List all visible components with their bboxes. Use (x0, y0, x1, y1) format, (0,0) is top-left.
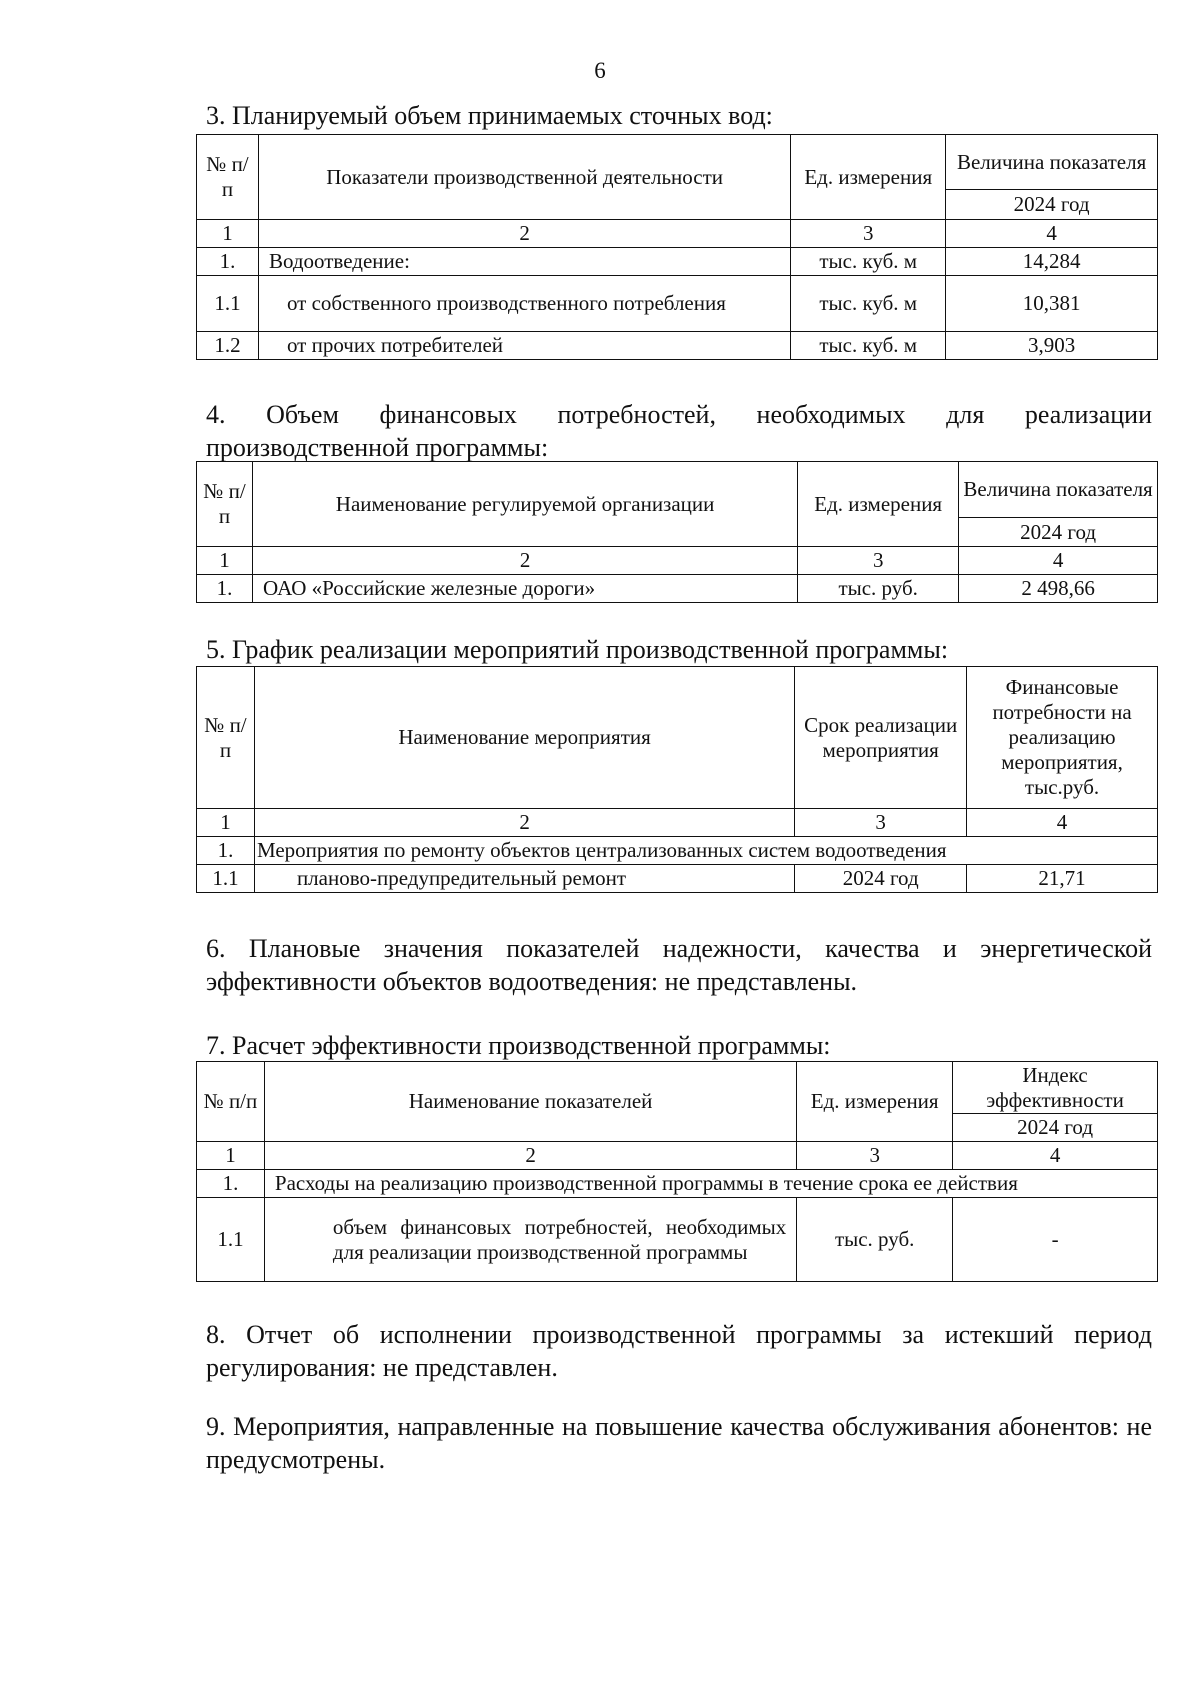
index-cell: 1 (197, 547, 253, 575)
col-header-indicator: Показатели производственной деятельности (258, 135, 790, 220)
col-header-index: Индекс эффективности (953, 1062, 1158, 1114)
col-header-value: Величина показателя (959, 462, 1158, 518)
index-cell: 1 (197, 1142, 265, 1170)
index-cell: 2 (252, 547, 797, 575)
index-cell: 2 (264, 1142, 796, 1170)
row-unit: тыс. руб. (798, 575, 959, 603)
financial-needs-table (196, 461, 1158, 603)
row-number: 1. (197, 1170, 265, 1198)
index-cell: 4 (967, 809, 1158, 837)
row-unit: тыс. куб. м (791, 332, 946, 360)
section-7-heading: 7. Расчет эффективности производственной программы: (206, 1031, 831, 1060)
row-value: 10,381 (946, 276, 1158, 332)
index-cell: 1 (197, 220, 259, 248)
col-header-unit: Ед. измерения (798, 462, 959, 547)
row-name: объем финансовых потребностей, необходимых для реализации производственной программы (264, 1198, 796, 1282)
schedule-table (196, 666, 1158, 893)
index-cell: 3 (798, 547, 959, 575)
index-cell: 4 (946, 220, 1158, 248)
index-cell: 3 (797, 1142, 953, 1170)
table-row (197, 1198, 1158, 1282)
row-number: 1.1 (197, 865, 255, 893)
row-number: 1. (197, 575, 253, 603)
col-header-year: 2024 год (946, 190, 1158, 220)
wastewater-volume-table (196, 134, 1158, 360)
col-header-indicators: Наименование показателей (264, 1062, 796, 1142)
group-name: Мероприятия по ремонту объектов централизованных систем водоотведения (254, 837, 1157, 865)
col-header-year: 2024 год (959, 518, 1158, 547)
index-cell: 1 (197, 809, 255, 837)
row-number: 1.1 (197, 1198, 265, 1282)
group-name: Расходы на реализацию производственной программы в течение срока ее действия (264, 1170, 1157, 1198)
row-unit: тыс. руб. (797, 1198, 953, 1282)
row-name: Водоотведение: (258, 248, 790, 276)
col-header-no: № п/п (197, 462, 253, 547)
index-cell: 3 (791, 220, 946, 248)
table-index-row (197, 547, 1158, 575)
table-group-row (197, 837, 1158, 865)
row-unit: тыс. куб. м (791, 248, 946, 276)
row-number: 1. (197, 248, 259, 276)
section-6-text: 6. Плановые значения показателей надежности, качества и энергетической эффективности объектов водоотведения: не представлены. (206, 934, 1152, 996)
section-8-text: 8. Отчет об исполнении производственной программы за истекший период регулирования: не представлен. (206, 1320, 1152, 1382)
index-cell: 2 (254, 809, 794, 837)
table-row (197, 332, 1158, 360)
col-header-value: Величина показателя (946, 135, 1158, 190)
row-name: от собственного производственного потребления (258, 276, 790, 332)
table-group-row (197, 1170, 1158, 1198)
table-index-row (197, 220, 1158, 248)
index-cell: 2 (258, 220, 790, 248)
row-name: от прочих потребителей (258, 332, 790, 360)
col-header-term: Срок реализации мероприятия (795, 667, 967, 809)
row-unit: тыс. куб. м (791, 276, 946, 332)
row-name: планово-предупредительный ремонт (254, 865, 794, 893)
table-index-row (197, 809, 1158, 837)
row-term: 2024 год (795, 865, 967, 893)
section-9-text: 9. Мероприятия, направленные на повышение качества обслуживания абонентов: не предусмотрены. (206, 1412, 1152, 1474)
table-row (197, 865, 1158, 893)
row-number: 1.1 (197, 276, 259, 332)
section-5-heading: 5. График реализации мероприятий производственной программы: (206, 635, 949, 664)
col-header-unit: Ед. измерения (797, 1062, 953, 1142)
index-cell: 3 (795, 809, 967, 837)
section-4-heading: 4. Объем финансовых потребностей, необходимых для реализации производственной программы: (206, 400, 1152, 462)
table-row (197, 276, 1158, 332)
row-value: 14,284 (946, 248, 1158, 276)
index-cell: 4 (953, 1142, 1158, 1170)
col-header-no: № п/п (197, 135, 259, 220)
page-number: 6 (594, 58, 606, 83)
efficiency-table (196, 1061, 1158, 1282)
row-name: ОАО «Российские железные дороги» (252, 575, 797, 603)
row-value: 2 498,66 (959, 575, 1158, 603)
table-index-row (197, 1142, 1158, 1170)
row-number: 1.2 (197, 332, 259, 360)
col-header-no: № п/п (197, 1062, 265, 1142)
col-header-year: 2024 год (953, 1114, 1158, 1142)
row-value: - (953, 1198, 1158, 1282)
col-header-financing: Финансовые потребности на реализацию мероприятия, тыс.руб. (967, 667, 1158, 809)
col-header-organization: Наименование регулируемой организации (252, 462, 797, 547)
index-cell: 4 (959, 547, 1158, 575)
col-header-no: № п/п (197, 667, 255, 809)
table-row (197, 248, 1158, 276)
section-3-heading: 3. Планируемый объем принимаемых сточных вод: (206, 101, 773, 130)
row-value: 3,903 (946, 332, 1158, 360)
col-header-activity: Наименование мероприятия (254, 667, 794, 809)
row-number: 1. (197, 837, 255, 865)
row-value: 21,71 (967, 865, 1158, 893)
col-header-unit: Ед. измерения (791, 135, 946, 220)
table-row (197, 575, 1158, 603)
